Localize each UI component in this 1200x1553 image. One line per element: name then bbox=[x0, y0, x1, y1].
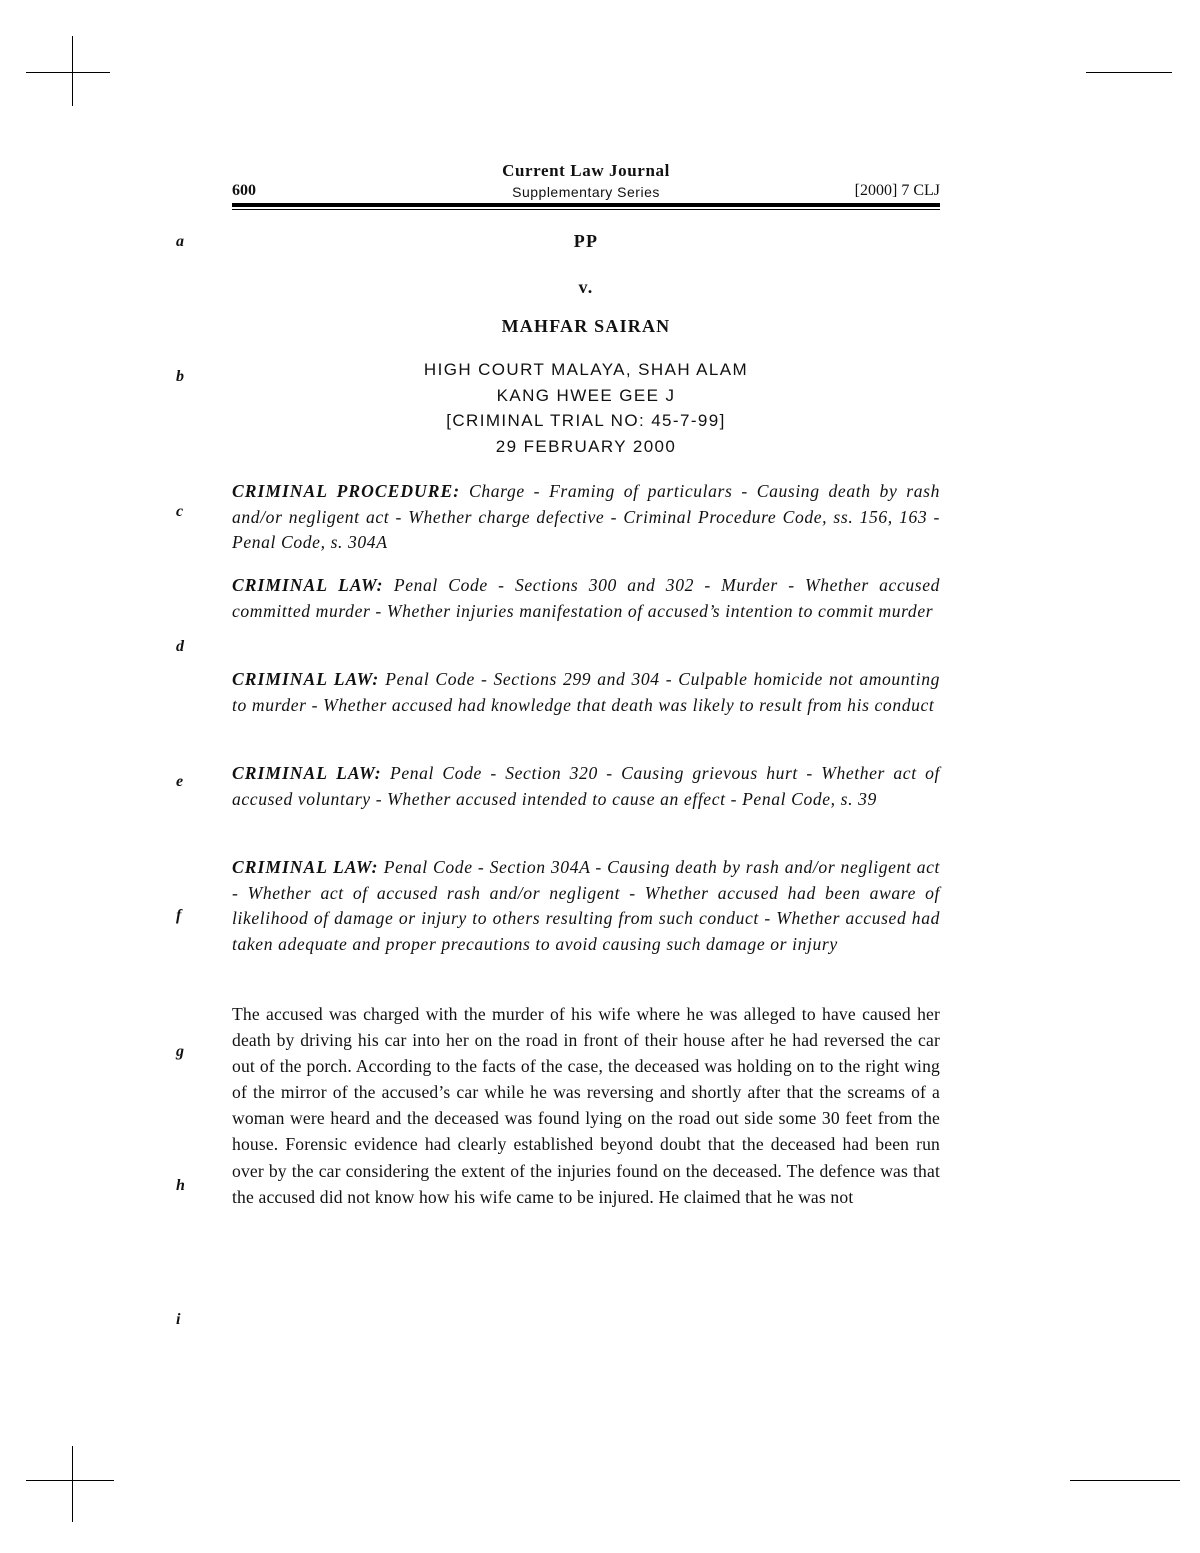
header-rule-thin bbox=[232, 209, 940, 210]
catchword-heading: CRIMINAL LAW: bbox=[232, 857, 379, 877]
catchword-heading: CRIMINAL LAW: bbox=[232, 669, 380, 689]
catchword-5 bbox=[232, 855, 940, 957]
crop-mark-bottom-right-h bbox=[1070, 1480, 1180, 1481]
catchword-4 bbox=[232, 761, 940, 812]
page-number: 600 bbox=[232, 182, 256, 199]
judge-name: KANG HWEE GEE J bbox=[496, 386, 676, 405]
catchword-2 bbox=[232, 573, 940, 624]
catchword-text: Penal Code - Sections 299 and 304 - Culpable homicide not amounting to murder - Whether accused had knowledge that death was likely to result from his conduct bbox=[232, 669, 940, 715]
citation: [2000] 7 CLJ bbox=[854, 182, 940, 199]
margin-letter-c: c bbox=[176, 503, 184, 520]
margin-letter-a: a bbox=[176, 233, 184, 250]
margin-letter-g: g bbox=[176, 1043, 184, 1060]
catchword-text: Penal Code - Sections 300 and 302 - Murder - Whether accused committed murder - Whether injuries manifestation of accused’s intention to commit murder bbox=[232, 575, 941, 621]
catchword-heading: CRIMINAL LAW: bbox=[232, 763, 382, 783]
margin-letter-i: i bbox=[176, 1311, 181, 1328]
crop-mark-top-left-v bbox=[72, 36, 73, 106]
crop-mark-top-right-h bbox=[1086, 72, 1172, 73]
margin-letter-d: d bbox=[176, 638, 184, 655]
margin-letter-h: h bbox=[176, 1177, 185, 1194]
prosecution-party: PP bbox=[573, 231, 599, 251]
margin-letter-f: f bbox=[176, 907, 182, 924]
margin-letter-e: e bbox=[176, 773, 184, 790]
catchword-1 bbox=[232, 479, 940, 556]
crop-mark-top-left-h bbox=[26, 72, 110, 73]
judgment-date: 29 FEBRUARY 2000 bbox=[495, 437, 677, 456]
catchword-text: Penal Code - Section 304A - Causing death by rash and/or negligent act - Whether act of accused rash and/or negligent - Whether accused had been aware of likelihood of damage or injury to others resulting from such conduct - Whether accused had taken adequate and proper precautions to avoid causing such damage or injury bbox=[232, 857, 941, 954]
journal-title: Current Law Journal bbox=[502, 161, 670, 180]
header-rule-thick bbox=[232, 203, 940, 207]
catchword-heading: CRIMINAL PROCEDURE: bbox=[232, 481, 461, 501]
crop-mark-bottom-left-h bbox=[26, 1480, 114, 1481]
crop-mark-bottom-left-v bbox=[72, 1446, 73, 1522]
catchword-text: Penal Code - Section 320 - Causing grievous hurt - Whether act of accused voluntary - Whether accused intended to cause an effect - Penal Code, s. 39 bbox=[232, 763, 941, 809]
court-name: HIGH COURT MALAYA, SHAH ALAM bbox=[423, 360, 749, 379]
margin-letter-b: b bbox=[176, 368, 184, 385]
journal-series: Supplementary Series bbox=[512, 184, 660, 200]
catchword-3 bbox=[232, 667, 940, 718]
case-number: [CRIMINAL TRIAL NO: 45-7-99] bbox=[446, 411, 726, 430]
catchword-text: Charge - Framing of particulars - Causing death by rash and/or negligent act - Whether charge defective - Criminal Procedure Code, ss. 156, 163 - Penal Code, s. 304A bbox=[232, 481, 940, 553]
catchword-heading: CRIMINAL LAW: bbox=[232, 575, 384, 595]
versus: v. bbox=[578, 277, 594, 297]
accused-party: MAHFAR SAIRAN bbox=[501, 316, 671, 336]
headnote-paragraph: The accused was charged with the murder of his wife where he was alleged to have caused her death by driving his car into her on the road in front of their house after he had reversed the car out of the porch. According to the facts of the case, the deceased was holding on to the right wing of the mirror of the accused’s car while he was reversing and shortly after that the screams of a woman were heard and the deceased was found lying on the road out side some 30 feet from the house. Forensic evidence had clearly established beyond doubt that the deceased had been run over by the car considering the extent of the injuries found on the deceased. The defence was that the accused did not know how his wife came to be injured. He claimed that he was not bbox=[232, 1004, 940, 1207]
